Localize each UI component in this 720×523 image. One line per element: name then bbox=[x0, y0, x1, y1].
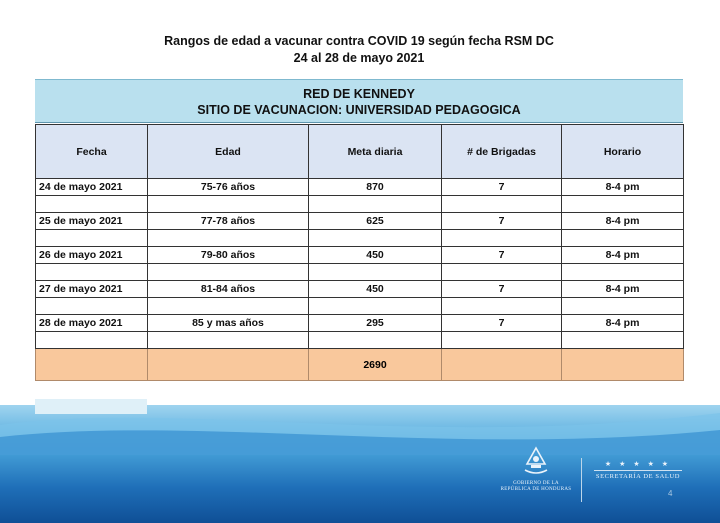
column-header-fecha: Fecha bbox=[36, 125, 148, 179]
vaccination-site: SITIO DE VACUNACION: UNIVERSIDAD PEDAGOGICA bbox=[197, 103, 521, 117]
cell-horario: 8-4 pm bbox=[562, 213, 684, 230]
cell-fecha: 28 de mayo 2021 bbox=[36, 315, 148, 332]
column-header-meta: Meta diaria bbox=[309, 125, 442, 179]
slide-title bbox=[35, 27, 683, 77]
government-caption-1: GOBIERNO DE LA bbox=[513, 481, 559, 486]
table-spacer-row bbox=[36, 196, 684, 213]
table-row bbox=[36, 281, 684, 298]
total-meta-diaria: 2690 bbox=[309, 349, 442, 381]
cell-meta: 625 bbox=[309, 213, 442, 230]
table-total-row bbox=[36, 349, 684, 381]
cell-fecha: 24 de mayo 2021 bbox=[36, 179, 148, 196]
cell-edad: 81-84 años bbox=[148, 281, 309, 298]
ministry-name: SECRETARÍA DE SALUD bbox=[595, 473, 681, 480]
cell-fecha: 25 de mayo 2021 bbox=[36, 213, 148, 230]
government-caption-2: REPÚBLICA DE HONDURAS bbox=[500, 487, 572, 492]
column-header-horario: Horario bbox=[562, 125, 684, 179]
cell-horario: 8-4 pm bbox=[562, 179, 684, 196]
cell-meta: 450 bbox=[309, 247, 442, 264]
cell-brigadas: 7 bbox=[442, 213, 562, 230]
government-logo bbox=[496, 446, 576, 508]
table-spacer-row bbox=[36, 230, 684, 247]
vaccination-schedule-table bbox=[35, 124, 684, 381]
cell-edad: 85 y mas años bbox=[148, 315, 309, 332]
table-row bbox=[36, 213, 684, 230]
cell-brigadas: 7 bbox=[442, 247, 562, 264]
cell-horario: 8-4 pm bbox=[562, 281, 684, 298]
cell-edad: 75-76 años bbox=[148, 179, 309, 196]
table-spacer-row bbox=[36, 264, 684, 281]
column-header-brigadas: # de Brigadas bbox=[442, 125, 562, 179]
cell-fecha: 26 de mayo 2021 bbox=[36, 247, 148, 264]
cell-horario: 8-4 pm bbox=[562, 247, 684, 264]
cell-edad: 79-80 años bbox=[148, 247, 309, 264]
network-name: RED DE KENNEDY bbox=[303, 87, 415, 101]
cell-brigadas: 7 bbox=[442, 281, 562, 298]
honduras-emblem-icon bbox=[523, 446, 549, 476]
table-row bbox=[36, 247, 684, 264]
page-number: 4 bbox=[668, 489, 673, 498]
cell-meta: 870 bbox=[309, 179, 442, 196]
cell-brigadas: 7 bbox=[442, 315, 562, 332]
column-header-edad: Edad bbox=[148, 125, 309, 179]
cell-meta: 450 bbox=[309, 281, 442, 298]
footer-divider bbox=[581, 458, 582, 502]
ministry-logo bbox=[590, 460, 686, 480]
title-line-1: Rangos de edad a vacunar contra COVID 19 según fecha RSM DC bbox=[164, 34, 554, 48]
title-line-2: 24 al 28 de mayo 2021 bbox=[293, 51, 425, 65]
slide-content bbox=[35, 27, 683, 371]
table-header-row bbox=[36, 125, 684, 179]
table-spacer-row bbox=[36, 298, 684, 315]
table-row bbox=[36, 179, 684, 196]
cell-brigadas: 7 bbox=[442, 179, 562, 196]
stars-icon: ★ ★ ★ ★ ★ bbox=[604, 461, 672, 468]
table-row bbox=[36, 315, 684, 332]
cell-meta: 295 bbox=[309, 315, 442, 332]
cell-horario: 8-4 pm bbox=[562, 315, 684, 332]
site-header-band bbox=[35, 79, 683, 123]
cell-edad: 77-78 años bbox=[148, 213, 309, 230]
ministry-rule bbox=[594, 470, 682, 471]
table-spacer-row bbox=[36, 332, 684, 349]
cell-fecha: 27 de mayo 2021 bbox=[36, 281, 148, 298]
footer-placeholder-bar bbox=[35, 399, 147, 414]
